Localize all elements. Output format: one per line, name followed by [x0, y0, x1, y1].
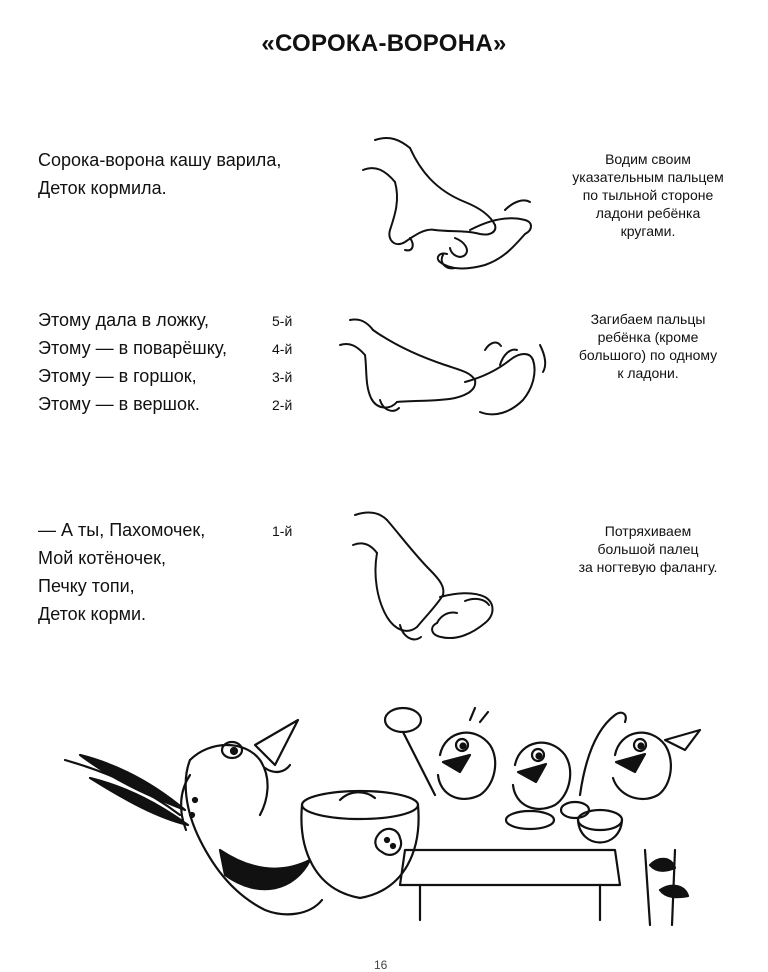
magpie-and-chicks-illustration — [60, 700, 710, 935]
hand-shaking-thumb-illustration — [345, 505, 515, 655]
verse-line: Деток кормила. — [38, 178, 167, 198]
instruction-line: кругами. — [620, 223, 676, 239]
finger-label: 5-й — [272, 313, 293, 329]
finger-label: 2-й — [272, 397, 293, 413]
instruction-1 — [548, 150, 748, 240]
instruction-line: указательным пальцем — [572, 169, 724, 185]
finger-labels-2 — [272, 307, 292, 419]
instruction-line: Водим своим — [605, 151, 691, 167]
verse-line: Этому — в поварёшку, — [38, 338, 227, 358]
hand-circling-illustration — [355, 130, 545, 280]
verse-line: Этому — в горшок, — [38, 366, 197, 386]
verse-line: Этому — в вершок. — [38, 394, 200, 414]
finger-labels-3 — [272, 517, 292, 545]
page-number: 16 — [374, 958, 388, 972]
instruction-line: Потряхиваем — [604, 523, 692, 539]
page-title: «СОРОКА-ВОРОНА» — [261, 30, 507, 57]
finger-label: 3-й — [272, 369, 293, 385]
verse-line: Печку топи, — [38, 576, 135, 596]
instruction-line: Загибаем пальцы — [590, 311, 706, 327]
instruction-2 — [548, 310, 748, 382]
instruction-line: за ногтевую фалангу. — [578, 559, 718, 575]
verse-3 — [38, 516, 205, 628]
verse-line: — А ты, Пахомочек, — [38, 520, 206, 540]
instruction-line: к ладони. — [617, 365, 679, 381]
instruction-line: ладони ребёнка — [595, 205, 701, 221]
finger-label: 1-й — [272, 523, 293, 539]
instruction-line: большого) по одному — [578, 347, 718, 363]
verse-line: Деток корми. — [38, 604, 147, 624]
instruction-line: большой палец — [597, 541, 699, 557]
instruction-line: по тыльной стороне — [582, 187, 714, 203]
verse-1 — [38, 146, 281, 202]
verse-line: Этому дала в ложку, — [38, 310, 209, 330]
verse-2 — [38, 306, 227, 418]
verse-line: Сорока-ворона кашу варила, — [38, 150, 282, 170]
hand-bending-fingers-illustration — [335, 310, 555, 430]
finger-label: 4-й — [272, 341, 293, 357]
instruction-line: ребёнка (кроме — [597, 329, 699, 345]
verse-line: Мой котёночек, — [38, 548, 167, 568]
instruction-3 — [548, 522, 748, 576]
